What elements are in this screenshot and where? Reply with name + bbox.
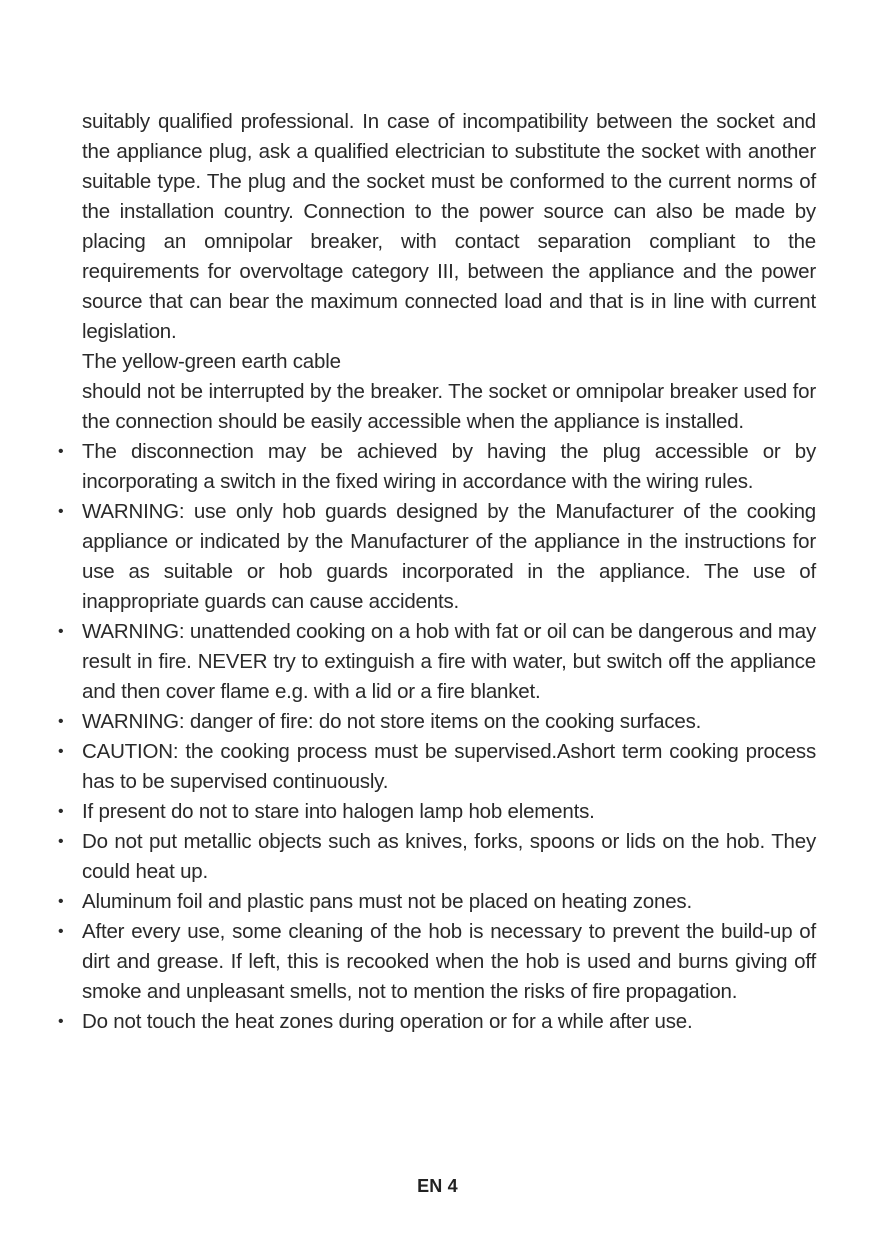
bullet-unattended-cooking-warning: • WARNING: unattended cooking on a hob with fat or oil can be dangerous and may result in fire. NEVER try to extinguish a fire with water, but switch off the appliance and then cover flame e.g. with a lid or a fire blanket.	[82, 617, 816, 707]
bullet-hob-guards-warning: • WARNING: use only hob guards designed by the Manufacturer of the cooking appliance or indicated by the Manufacturer of the appliance in the instructions for use as suitable or hob guards incorporated in the appliance. The use of inappropriate guards can cause accidents.	[82, 497, 816, 617]
intro-paragraph: suitably qualified professional. In case of incompatibility between the socket and the appliance plug, ask a qualified electrician to substitute the socket with another suitable type. The plug and the socket must be conformed to the current norms of the installation country. Connection to the power source can also be made by placing an omnipolar breaker, with contact separation compliant to the requirements for overvoltage category III, between the appliance and the power source that can bear the maximum connected load and that is in line with current legislation.	[82, 110, 816, 343]
bullet-metallic-objects: • Do not put metallic objects such as knives, forks, spoons or lids on the hob. They could heat up.	[82, 827, 816, 887]
bullet-disconnection: • The disconnection may be achieved by having the plug accessible or by incorporating a switch in the fixed wiring in accordance with the wiring rules.	[82, 437, 816, 497]
bullet-cleaning: • After every use, some cleaning of the hob is necessary to prevent the build-up of dirt and grease. If left, this is recooked when the hob is used and burns giving off smoke and unpleasant smells, not to mention the risks of fire propagation.	[82, 917, 816, 1007]
bullet-supervision-caution: • CAUTION: the cooking process must be supervised.Ashort term cooking process has to be supervised continuously.	[82, 737, 816, 797]
bullet-heat-zones: • Do not touch the heat zones during operation or for a while after use.	[82, 1007, 816, 1037]
page-content	[82, 107, 816, 1037]
intro-continuation: should not be interrupted by the breaker. The socket or omnipolar breaker used for the connection should be easily accessible when the appliance is installed.	[82, 380, 816, 433]
page-number: EN 4	[417, 1176, 458, 1196]
intro-line-break: The yellow-green earth cable	[82, 350, 341, 373]
bullet-fire-danger-warning: • WARNING: danger of fire: do not store items on the cooking surfaces.	[82, 707, 816, 737]
bullet-aluminum-foil: • Aluminum foil and plastic pans must not be placed on heating zones.	[82, 887, 816, 917]
bullet-halogen-lamp: • If present do not to stare into halogen lamp hob elements.	[82, 797, 816, 827]
safety-bullet-list	[82, 437, 816, 1037]
